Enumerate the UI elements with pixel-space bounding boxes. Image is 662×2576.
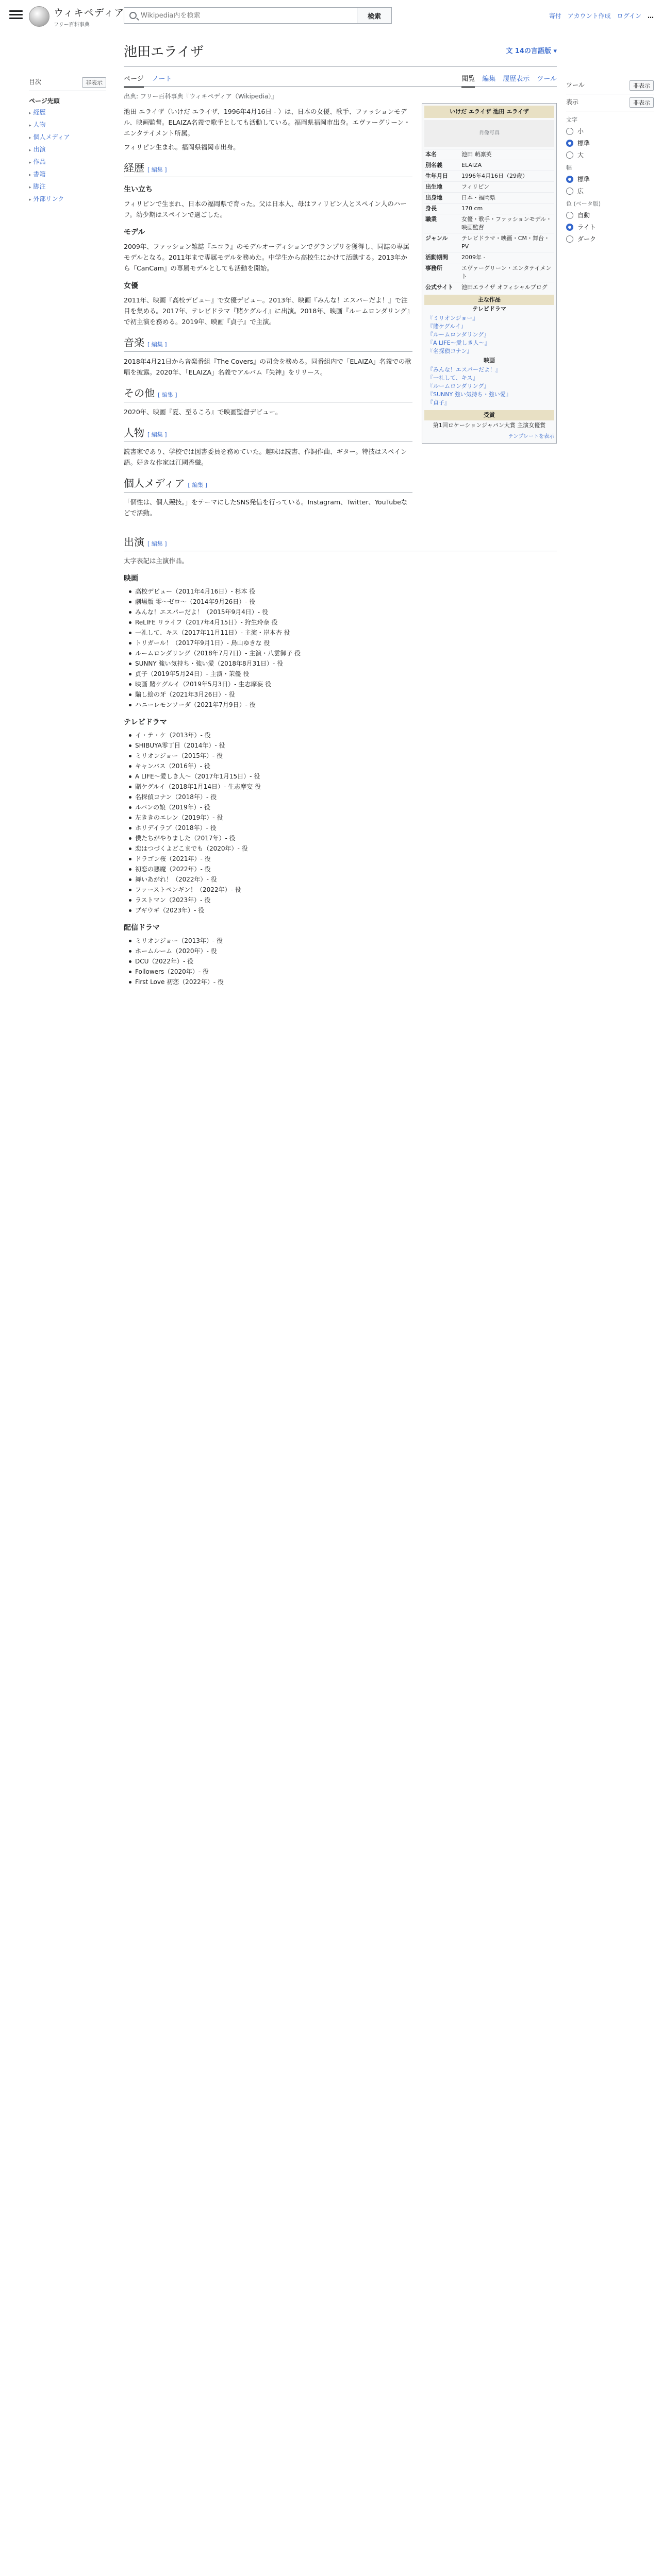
chevron-icon: ▸ — [29, 160, 31, 165]
section-title: その他 — [124, 387, 155, 399]
infobox-value: 女優・歌手・ファッションモデル・映画監督 — [461, 216, 552, 231]
list-item[interactable]: イ・テ・ケ（2013年）- 役 — [129, 730, 557, 740]
infobox-value: ELAIZA — [461, 162, 482, 168]
list-item[interactable]: キャンバス（2016年）- 役 — [129, 761, 557, 771]
toc-item-label: 脚注 — [33, 183, 46, 190]
toc-item[interactable] — [29, 181, 106, 193]
header — [0, 0, 662, 31]
infobox-value: 池田 萌凛英 — [461, 151, 492, 158]
infobox-row — [424, 252, 554, 263]
search-icon — [129, 12, 137, 19]
infobox-row — [424, 282, 554, 293]
radio-label: 標準 — [577, 176, 590, 183]
main-column — [124, 106, 412, 518]
radio-icon — [566, 176, 573, 183]
infobox-works-band: 主な作品 — [424, 295, 554, 305]
infobox-key: 出身地 — [425, 194, 442, 201]
section-paragraph: 2020年、映画『夏、至るころ』で映画監督デビュー。 — [124, 408, 282, 416]
film-list — [129, 586, 557, 710]
infobox-key: 活動期間 — [425, 254, 448, 261]
infobox-row — [424, 171, 554, 181]
edit-link[interactable]: [ 編集 ] — [147, 341, 167, 348]
chevron-icon: ▸ — [29, 135, 31, 141]
infobox-row — [424, 181, 554, 192]
toc-item-label: 出演 — [33, 146, 46, 153]
list-item[interactable]: 恋はつづくよどこまでも（2020年）- 役 — [129, 843, 557, 854]
list-item[interactable]: みんな！エスパーだよ！（2015年9月4日）- 役 — [129, 607, 557, 617]
radio-option[interactable] — [566, 139, 654, 147]
list-item[interactable]: ルパンの娘（2019年）- 役 — [129, 802, 557, 812]
list-item[interactable]: 貞子（2019年5月24日）- 主演・茉優 役 — [129, 669, 557, 679]
section-paragraph: 2011年、映画『高校デビュー』で女優デビュー。2013年、映画『みんな！エスパーだよ！』で注目を集める。2017年、テレビドラマ『賭ケグルイ』に出演。2018年、映画『ルームロンダリング』で初主演を務める。2019年、映画『貞子』で主演。 — [124, 296, 410, 326]
from-line: 出典: フリー百科事典『ウィキペディア（Wikipedia）』 — [124, 93, 278, 100]
list-item[interactable]: ルームロンダリング（2018年7月7日）- 主演・八雲御子 役 — [129, 648, 557, 658]
page-title: 池田エライザ — [124, 44, 204, 60]
infobox-work-link[interactable]: 『賭ケグルイ』 — [427, 323, 467, 330]
infobox — [422, 103, 557, 444]
section-paragraph: 2018年4月21日から音楽番組『The Covers』の司会を務める。同番組内で「ELAIZA」名義での歌唱を披露。2020年、「ELAIZA」名義でアルバム『失神』をリリース。 — [124, 358, 412, 376]
color-options — [566, 211, 654, 243]
list-item[interactable]: SUNNY 強い気持ち・強い愛（2018年8月31日）- 役 — [129, 658, 557, 669]
toc-item[interactable] — [29, 193, 106, 206]
web-drama-list — [129, 936, 557, 987]
tab-tools[interactable]: ツール — [537, 75, 557, 83]
intro-paragraph: 池田 エライザ（いけだ エライザ、1996年4月16日 - ）は、日本の女優、歌手、ファッションモデル、映画監督。ELAIZA名義で歌手としても活動している。福岡県福岡市出身。エヴァーグリーン・エンタテイメント所属。 — [124, 108, 410, 137]
toc-item[interactable] — [29, 131, 106, 144]
infobox-key: 公式サイト — [425, 284, 454, 291]
toc-item[interactable] — [29, 107, 106, 119]
infobox-work-link[interactable]: 『一礼して、キス』 — [427, 375, 478, 381]
list-item[interactable]: DCU（2022年）- 役 — [129, 956, 557, 967]
toc-item-label: 書籍 — [33, 171, 46, 178]
radio-label: ライト — [577, 224, 596, 231]
section-heading — [124, 428, 412, 442]
list-item[interactable]: ReLIFE リライフ（2017年4月15日）- 狩生玲奈 役 — [129, 617, 557, 628]
list-item[interactable]: 僕たちがやりました（2017年）- 役 — [129, 833, 557, 843]
radio-label: 自動 — [577, 212, 590, 219]
subsection-heading: 生い立ち — [124, 185, 153, 194]
edit-link[interactable]: [ 編集 ] — [147, 540, 167, 547]
tab-talk[interactable]: ノート — [152, 75, 172, 83]
tab-article[interactable]: ページ — [124, 73, 144, 88]
toc-item-label: 外部リンク — [33, 195, 64, 202]
infobox-work-link[interactable]: 『みんな！エスパーだよ！』 — [427, 366, 501, 373]
toc-item[interactable] — [29, 119, 106, 131]
radio-icon — [566, 235, 573, 243]
section-heading — [124, 388, 412, 402]
radio-icon — [566, 140, 573, 147]
intro-paragraph-2: フィリピン生まれ。福岡県福岡市出身。 — [124, 143, 240, 151]
infobox-key: ジャンル — [425, 235, 448, 242]
infobox-work-link[interactable]: 『ルームロンダリング』 — [427, 331, 490, 338]
logo-title: ウィキペディア — [54, 7, 125, 19]
list-item[interactable]: 騙し絵の牙（2021年3月26日）- 役 — [129, 689, 557, 700]
language-button[interactable]: 文 14の言語版 ▾ — [506, 47, 557, 55]
list-item[interactable]: Followers（2020年）- 役 — [129, 967, 557, 977]
section-title: 個人メディア — [124, 477, 185, 489]
search-input[interactable] — [124, 8, 357, 23]
list-item[interactable]: ホリデイラブ（2018年）- 役 — [129, 823, 557, 833]
infobox-works-sub2: 映画 — [484, 357, 495, 364]
drama-list — [129, 730, 557, 916]
list-item[interactable]: 劇場版 零〜ゼロ〜（2014年9月26日）- 役 — [129, 597, 557, 607]
tools-hide-button[interactable]: 非表示 — [630, 80, 654, 91]
infobox-key: 本名 — [425, 151, 437, 158]
section-paragraph: 2009年、ファッション雑誌『ニコラ』のモデルオーディションでグランプリを獲得し、同誌の専属モデルとなる。2011年まで専属モデルを務めた。中学生から高校生にかけて活動する。2013年から『CanCam』の専属モデルとしても活動を開始。 — [124, 243, 409, 272]
list-item[interactable]: 舞いあがれ！（2022年）- 役 — [129, 874, 557, 885]
page-tabs — [124, 69, 557, 87]
chevron-icon: ▸ — [29, 185, 31, 190]
toc-item-label: ページ先頭 — [29, 97, 60, 105]
toc-item[interactable] — [29, 168, 106, 181]
display-hide-button[interactable]: 非表示 — [630, 97, 654, 108]
toc-item-label: 作品 — [33, 158, 46, 165]
chevron-icon: ▸ — [29, 111, 31, 116]
search-button[interactable]: 検索 — [357, 7, 392, 24]
chevron-icon: ▸ — [29, 173, 31, 178]
infobox-key: 別名義 — [425, 162, 442, 168]
color-label: 色 (ベータ版) — [566, 200, 601, 207]
list-item[interactable]: 賭ケグルイ（2018年1月14日）- 生志摩妄 役 — [129, 782, 557, 792]
list-item[interactable]: ハニーレモンソーダ（2021年7月9日）- 役 — [129, 700, 557, 710]
infobox-key: 事務所 — [425, 265, 442, 272]
page-title-bar — [124, 34, 557, 67]
radio-label: 広 — [577, 188, 584, 195]
infobox-row — [424, 160, 554, 171]
infobox-value: エヴァーグリーン・エンタテイメント — [461, 265, 552, 280]
infobox-value: 170 cm — [461, 205, 483, 212]
drama-heading: テレビドラマ — [124, 718, 167, 726]
toc-item-label: 人物 — [33, 121, 46, 128]
infobox-value: 2009年 - — [461, 254, 486, 261]
text-size-options — [566, 127, 654, 159]
section-title: 経歴 — [124, 162, 144, 174]
logo-subtitle: フリー百科事典 — [54, 22, 90, 28]
infobox-work-link[interactable]: 『貞子』 — [427, 399, 450, 406]
radio-option[interactable] — [566, 223, 654, 231]
list-item[interactable]: トリガール！（2017年9月1日）- 鳥山ゆきな 役 — [129, 638, 557, 648]
section-paragraph: 「個性は、個人競技。」をテーマにしたSNS発信を行っている。Instagram、Twitter、YouTubeなどで活動。 — [124, 498, 408, 517]
infobox-value: 池田エライザ オフィシャルブログ — [461, 284, 548, 291]
infobox-photo[interactable]: 肖像写真 — [424, 120, 554, 147]
infobox-row — [424, 263, 554, 282]
section-title: 音楽 — [124, 336, 144, 349]
list-item[interactable]: 名探偵コナン（2018年）- 役 — [129, 792, 557, 802]
appearance-sidebar — [566, 77, 654, 246]
tab-read[interactable]: 閲覧 — [461, 73, 475, 88]
toc-item-label: 経歴 — [33, 109, 46, 116]
infobox-award: 第1回ロケーションジャパン大賞 主演女優賞 — [433, 422, 546, 429]
list-item[interactable]: ミリオンジョー（2015年）- 役 — [129, 751, 557, 761]
web-drama-heading: 配信ドラマ — [124, 924, 160, 932]
radio-icon — [566, 128, 573, 135]
text-size-label: 文字 — [566, 116, 577, 123]
infobox-key: 職業 — [425, 216, 437, 223]
radio-option[interactable] — [566, 150, 654, 159]
radio-option[interactable] — [566, 234, 654, 243]
toc-list — [29, 95, 106, 206]
list-item[interactable]: SHIBUYA零丁目（2014年）- 役 — [129, 740, 557, 751]
toc-heading: 目次 — [29, 78, 42, 86]
toc-item[interactable] — [29, 144, 106, 156]
subsection-heading: 女優 — [124, 282, 138, 290]
toc-item-label: 個人メディア — [33, 133, 70, 141]
radio-option[interactable] — [566, 127, 654, 135]
chevron-icon: ▸ — [29, 197, 31, 202]
radio-label: 小 — [577, 128, 584, 135]
list-item[interactable]: 高校デビュー（2011年4月16日）- 杉本 役 — [129, 586, 557, 597]
user-links — [549, 11, 654, 20]
section-paragraph: 読書家であり、学校では図書委員を務めていた。趣味は読書、作詞作曲、ギター。特技はスペイン語。好きな作家は江國香織。 — [124, 448, 407, 466]
infobox-row — [424, 214, 554, 233]
infobox-key: 生年月日 — [425, 173, 448, 179]
toc-item[interactable] — [29, 95, 106, 107]
main-menu-icon[interactable] — [9, 8, 23, 22]
infobox-value: 日本・福岡県 — [461, 194, 495, 201]
radio-option[interactable] — [566, 187, 654, 195]
more-options-icon[interactable]: … — [648, 12, 654, 20]
create-account-link[interactable]: アカウント作成 — [567, 12, 611, 20]
toc-item[interactable] — [29, 156, 106, 168]
appearances-heading: 出演 — [124, 536, 144, 548]
toc-hide-button[interactable]: 非表示 — [82, 77, 106, 88]
radio-icon — [566, 188, 573, 195]
globe-icon — [29, 6, 49, 27]
infobox-key: 身長 — [425, 205, 437, 212]
section-heading — [124, 337, 412, 352]
subsection-heading: モデル — [124, 228, 145, 236]
infobox-row — [424, 149, 554, 160]
radio-label: 標準 — [577, 140, 590, 147]
section-paragraph: フィリピンで生まれ、日本の福岡県で育った。父は日本人、母はフィリピン人とスペイン人のハーフ。幼少期はスペインで過ごした。 — [124, 200, 407, 218]
wikipedia-logo[interactable] — [29, 5, 124, 28]
infobox-works-sub1: テレビドラマ — [472, 306, 506, 312]
infobox-row — [424, 203, 554, 214]
list-item[interactable]: First Love 初恋（2022年）- 役 — [129, 977, 557, 987]
donate-link[interactable]: 寄付 — [549, 12, 561, 20]
chevron-icon: ▸ — [29, 123, 31, 128]
tools-heading: ツール — [566, 81, 585, 89]
width-options — [566, 175, 654, 195]
section-heading — [124, 163, 412, 177]
radio-option[interactable] — [566, 211, 654, 219]
infobox-title: いけだ エライザ 池田 エライザ — [424, 106, 554, 118]
list-item[interactable]: 初恋の悪魔（2022年）- 役 — [129, 864, 557, 874]
infobox-value: フィリピン — [461, 183, 490, 190]
section-title: 人物 — [124, 427, 144, 439]
login-link[interactable]: ログイン — [617, 12, 641, 20]
radio-icon — [566, 151, 573, 159]
edit-link[interactable]: [ 編集 ] — [147, 431, 167, 438]
infobox-award-band: 受賞 — [424, 410, 554, 420]
radio-icon — [566, 224, 573, 231]
appearances-note: 太字表記は主演作品。 — [124, 557, 189, 565]
list-item[interactable]: 映画 賭ケグルイ（2019年5月3日）- 生志摩妄 役 — [129, 679, 557, 689]
infobox-row — [424, 192, 554, 203]
edit-link[interactable]: [ 編集 ] — [147, 166, 167, 173]
section-heading — [124, 478, 412, 493]
edit-link[interactable]: [ 編集 ] — [188, 482, 207, 488]
list-item[interactable]: ホームルーム（2020年）- 役 — [129, 946, 557, 956]
infobox-template-link[interactable]: テンプレートを表示 — [508, 434, 554, 439]
article-content — [124, 103, 557, 987]
width-label: 幅 — [566, 164, 572, 171]
search-box — [124, 7, 392, 24]
toc-sidebar — [29, 77, 106, 206]
infobox-work-link[interactable]: 『SUNNY 強い気持ち・強い愛』 — [427, 391, 511, 398]
display-heading: 表示 — [566, 98, 579, 106]
list-item[interactable]: ミリオンジョー（2013年）- 役 — [129, 936, 557, 946]
infobox-work-link[interactable]: 『名探偵コナン』 — [427, 348, 473, 354]
tab-edit[interactable]: 編集 — [482, 75, 496, 83]
list-item[interactable]: ドラゴン桜（2021年）- 役 — [129, 854, 557, 864]
list-item[interactable]: 左ききのエレン（2019年）- 役 — [129, 812, 557, 823]
list-item[interactable]: A LIFE〜愛しき人〜（2017年1月15日）- 役 — [129, 771, 557, 782]
film-heading: 映画 — [124, 574, 138, 583]
infobox-work-link[interactable]: 『ルームロンダリング』 — [427, 383, 490, 389]
infobox-value: テレビドラマ・映画・CM・舞台・PV — [461, 235, 550, 250]
tab-history[interactable]: 履歴表示 — [503, 75, 530, 83]
list-item[interactable]: ブギウギ（2023年）- 役 — [129, 905, 557, 916]
list-item[interactable]: ファーストペンギン！（2022年）- 役 — [129, 885, 557, 895]
chevron-icon: ▸ — [29, 148, 31, 153]
appearances-section — [124, 521, 557, 987]
radio-label: ダーク — [577, 235, 597, 243]
infobox-key: 出生地 — [425, 183, 442, 190]
list-item[interactable]: 一礼して、キス（2017年11月11日）- 主演・岸本杏 役 — [129, 628, 557, 638]
infobox-work-link[interactable]: 『A LIFE〜愛しき人〜』 — [427, 340, 490, 346]
infobox-row — [424, 233, 554, 252]
radio-option[interactable] — [566, 175, 654, 183]
radio-icon — [566, 212, 573, 219]
list-item[interactable]: ラストマン（2023年）- 役 — [129, 895, 557, 905]
infobox-value: 1996年4月16日（29歳） — [461, 173, 528, 179]
radio-label: 大 — [577, 151, 584, 159]
edit-link[interactable]: [ 編集 ] — [158, 392, 177, 398]
infobox-work-link[interactable]: 『ミリオンジョー』 — [427, 315, 478, 321]
